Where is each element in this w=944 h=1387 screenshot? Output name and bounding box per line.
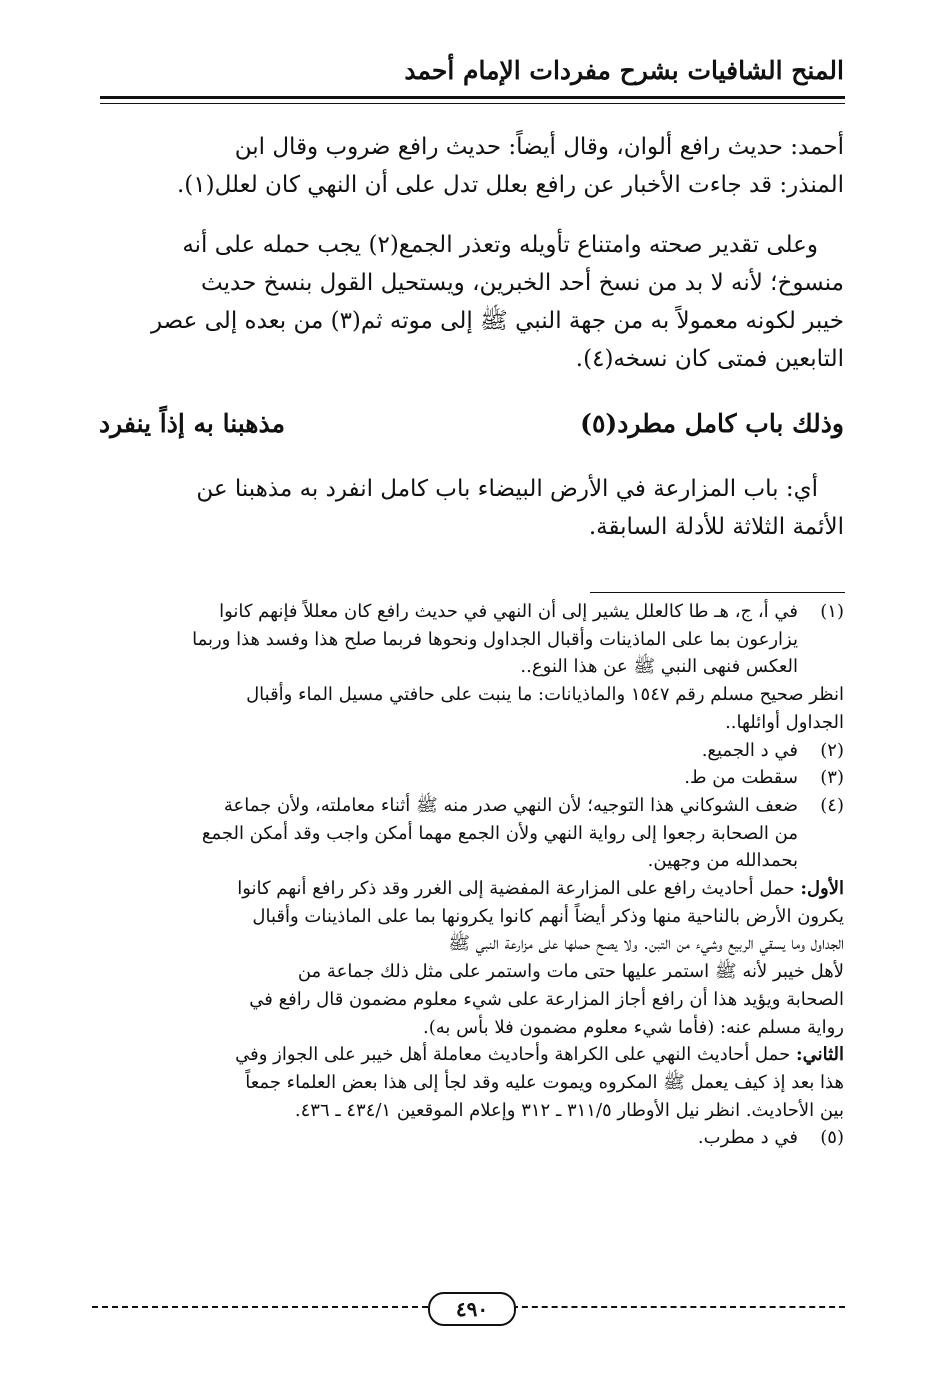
footnote-line: بحمدالله من وجهين.: [647, 850, 798, 872]
verse-second-hemistich: مذهبنا به إذاً ينفرد: [99, 409, 285, 438]
footnote-5: [99, 1124, 844, 1152]
footnote-line: الجداول وما يسقي الربيع وشيء من التبن. ولا يصح حملها على مزارعة النبي ﷺ: [448, 933, 844, 955]
footer-dashed-rule-right: [512, 1306, 845, 1308]
footnote-line: لأهل خيبر لأنه ﷺ استمر عليها حتى مات واستمر على مثل ذلك جماعة من: [297, 961, 844, 983]
footnote-line: [99, 1041, 844, 1069]
footnote-line: يكرون الأرض بالناحية منها وذكر أيضاً أنهم كانوا يكرونها بما على الماذينات وأقبال: [252, 905, 844, 927]
footnote-line: [99, 875, 844, 903]
footnote-line: يزارعون بما على الماذينات وأقبال الجداول ونحوها فربما صلح هذا وفسد هذا وربما: [192, 628, 798, 650]
text-line: المنذر: قد جاءت الأخبار عن رافع بعلل تدل على أن النهي كان لعلل(١).: [176, 172, 844, 198]
footnote-separator: [590, 592, 845, 593]
footnote-label-second: الثاني:: [795, 1044, 844, 1066]
text-line: أحمد: حديث رافع ألوان، وقال أيضاً: حديث رافع ضروب وقال ابن: [234, 134, 844, 160]
body-paragraph-2: [99, 226, 844, 378]
footnote-line: في د الجميع.: [701, 739, 798, 761]
footnote-line: بين الأحاديث. انظر نيل الأوطار ٣١١/٥ ـ ٣١٢ وإعلام الموقعين ٤٣٤/١ ـ ٤٣٦.: [294, 1099, 844, 1121]
body-paragraph-1: [99, 128, 844, 204]
verse-first-hemistich: وذلك باب كامل مطرد(٥): [580, 409, 844, 438]
footnote-number: (١): [820, 601, 844, 622]
footnote-line: ضعف الشوكاني هذا التوجيه؛ لأن النهي صدر منه ﷺ أثناء معاملته، ولأن جماعة: [223, 794, 798, 816]
footnote-3: [99, 764, 844, 792]
footer-dashed-rule-left: [92, 1306, 428, 1308]
header-rule: [100, 96, 845, 99]
footnotes: [99, 598, 844, 1152]
page-number: ٤٩٠: [428, 1292, 516, 1326]
footnote-label-first: الأول:: [800, 878, 844, 900]
poem-verse: [99, 405, 844, 443]
header-rule-thin: [100, 103, 845, 104]
footnote-line: العكس فنهى النبي ﷺ عن هذا النوع..: [520, 656, 798, 678]
footnote-line: رواية مسلم عنه: (فأما شيء معلوم مضمون فلا بأس به).: [423, 1016, 844, 1038]
footnote-number: (٤): [820, 794, 844, 816]
text-line: الأئمة الثلاثة للأدلة السابقة.: [588, 514, 844, 540]
body-paragraph-3: [99, 470, 844, 546]
footnote-line: في د مطرب.: [697, 1127, 798, 1149]
footnote-2: [99, 737, 844, 765]
footnote-line: انظر صحيح مسلم رقم ١٥٤٧ والماذيانات: ما ينبت على حافتي مسيل الماء وأقبال: [246, 684, 844, 706]
footnote-line: الجداول أوائلها..: [725, 711, 844, 733]
footnote-line: سقطت من ط.: [684, 767, 798, 789]
text-line: خيبر لكونه معمولاً به من جهة النبي ﷺ إلى موته ثم(٣) من بعده إلى عصر: [150, 308, 844, 334]
running-header-title: المنح الشافيات بشرح مفردات الإمام أحمد: [404, 56, 844, 85]
text-line: منسوخ؛ لأنه لا بد من نسخ أحد الخبرين، ويستحيل القول بنسخ حديث: [201, 270, 844, 296]
footnote-line: هذا بعد إذ كيف يعمل ﷺ المكروه ويموت عليه وقد لجأ إلى هذا بعض العلماء جمعاً: [245, 1071, 844, 1093]
footnote-line: من الصحابة رجعوا إلى رواية النهي ولأن الجمع مهما أمكن واجب وقد أمكن الجمع: [201, 822, 798, 844]
text-line: أي: باب المزارعة في الأرض البيضاء باب كامل انفرد به مذهبنا عن: [196, 476, 818, 502]
footnote-number: (٥): [820, 1127, 844, 1149]
footnote-line: الصحابة ويؤيد هذا أن رافع أجاز المزارعة على شيء معلوم مضمون قال رافع في: [249, 988, 844, 1010]
footnote-text: حمل أحاديث النهي على الكراهة وأحاديث معاملة أهل خيبر على الجواز وفي: [235, 1044, 791, 1066]
text-line: التابعين فمتى كان نسخه(٤).: [575, 346, 844, 372]
footnote-number: (٢): [820, 739, 844, 761]
footnote-number: (٣): [820, 767, 844, 789]
footnote-4: [99, 792, 844, 875]
footnote-text: حمل أحاديث رافع على المزارعة المفضية إلى الغرر وقد ذكر رافع أنهم كانوا: [237, 878, 795, 900]
text-line: وعلى تقدير صحته وامتناع تأويله وتعذر الجمع(٢) يجب حمله على أنه: [182, 232, 818, 258]
footnote-line: في أ، ج، هـ طا كالعلل يشير إلى أن النهي في حديث رافع كان معللاً فإنهم كانوا: [219, 601, 798, 622]
footnote-1: [99, 598, 844, 681]
